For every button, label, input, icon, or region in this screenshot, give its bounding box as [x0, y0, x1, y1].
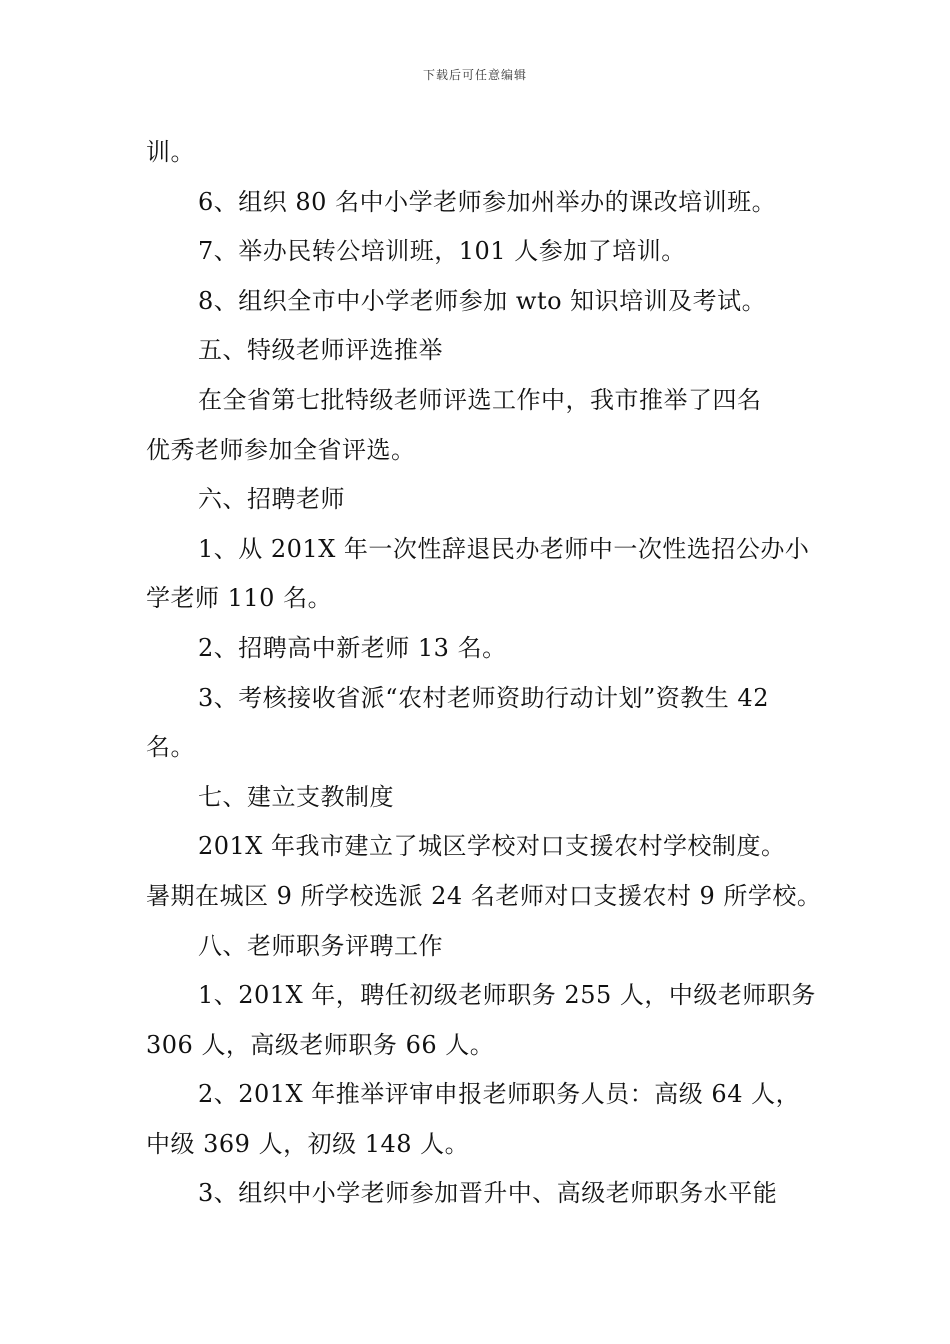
text-line-12: 3、考核接收省派“农村老师资助行动计划”资教生 42 — [198, 683, 769, 712]
section-heading-8: 八、老师职务评聘工作 — [198, 931, 443, 960]
text-line-18: 1、201X 年，聘任初级老师职务 255 人，中级老师职务 — [198, 981, 816, 1010]
text-line-4: 8、组织全市中小学老师参加 wto 知识培训及考试。 — [198, 286, 767, 315]
text-line-20: 2、201X 年推举评审申报老师职务人员：高级 64 人， — [198, 1080, 801, 1109]
text-line-11: 2、招聘高中新老师 13 名。 — [198, 633, 507, 662]
section-heading-7: 七、建立支教制度 — [198, 782, 394, 811]
document-body — [146, 128, 822, 1219]
text-line-13: 名。 — [146, 733, 195, 762]
section-heading-5: 五、特级老师评选推举 — [198, 336, 443, 365]
text-line-9: 1、从 201X 年一次性辞退民办老师中一次性选招公办小 — [198, 534, 810, 563]
text-line-3: 7、举办民转公培训班，101 人参加了培训。 — [198, 237, 686, 266]
text-line-19: 306 人，高级老师职务 66 人。 — [146, 1030, 495, 1059]
section-heading-6: 六、招聘老师 — [198, 485, 345, 514]
page-header: 下载后可任意编辑 — [422, 68, 527, 82]
text-line-7: 优秀老师参加全省评选。 — [146, 435, 416, 464]
text-line-21: 中级 369 人，初级 148 人。 — [146, 1129, 470, 1158]
text-line-1: 训。 — [146, 138, 195, 166]
text-line-6: 在全省第七批特级老师评选工作中，我市推举了四名 — [198, 385, 762, 414]
text-line-15: 201X 年我市建立了城区学校对口支援农村学校制度。 — [198, 832, 786, 861]
text-line-2: 6、组织 80 名中小学老师参加州举办的课改培训班。 — [198, 187, 777, 216]
text-line-22: 3、组织中小学老师参加晋升中、高级老师职务水平能 — [198, 1179, 778, 1208]
text-line-16: 暑期在城区 9 所学校选派 24 名老师对口支援农村 9 所学校。 — [146, 881, 822, 910]
text-line-10: 学老师 110 名。 — [146, 584, 333, 613]
